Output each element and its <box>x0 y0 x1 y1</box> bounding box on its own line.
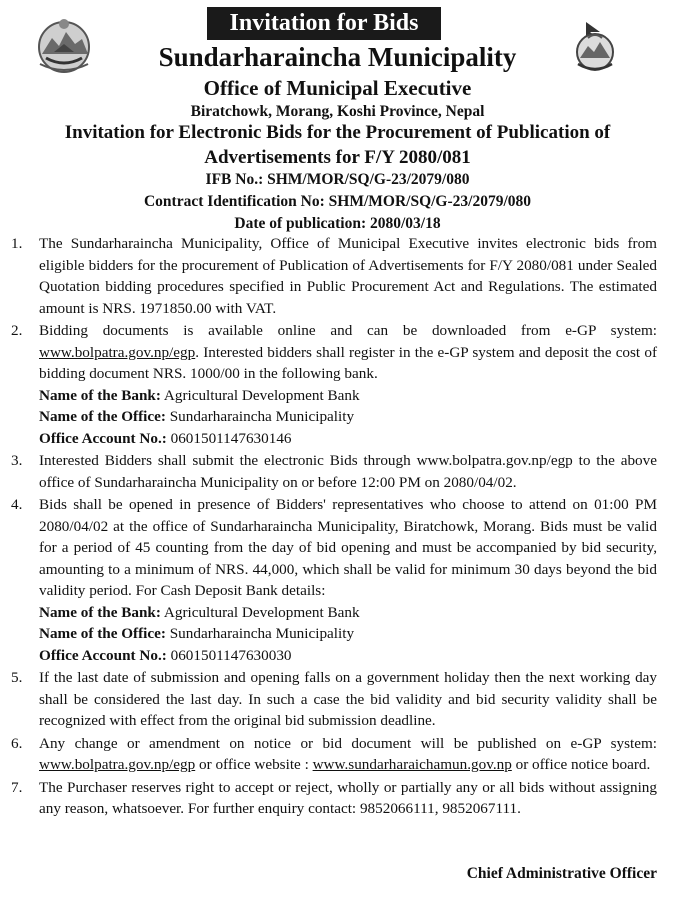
ifb-number: IFB No.: SHM/MOR/SQ/G-23/2079/080 <box>205 171 470 188</box>
notice-banner: Invitation for Bids <box>207 7 441 40</box>
clause-number: 2. <box>11 322 23 339</box>
clause-4 <box>10 494 657 666</box>
egp-link[interactable]: www.bolpatra.gov.np/egp <box>39 756 196 773</box>
clause-text-part: Bidding documents is available online and can be downloaded from e-GP system: <box>39 322 657 339</box>
clause-text <box>39 733 657 776</box>
bank-name-value: Agricultural Development Bank <box>160 603 360 621</box>
clause-6 <box>10 733 657 776</box>
clause-number: 1. <box>11 235 23 252</box>
municipality-name: Sundarharaincha Municipality <box>158 42 517 72</box>
account-number-label: Office Account No.: <box>39 646 167 664</box>
clause-text: The Sundarharaincha Municipality, Office of Municipal Executive invites electronic bids from eligible bidders for the procurement of Publication of Advertisements for F/Y 2080/081 under Sealed Quotation bidding procedures specified in Public Procurement Act and Regulations. The estimated amount is NRS. 1971850.00 with VAT. <box>39 235 657 317</box>
account-number-row <box>39 428 657 450</box>
publication-date: Date of publication: 2080/03/18 <box>234 215 441 232</box>
clause-text <box>39 320 657 385</box>
clause-text-part: . Interested bidders shall register in the e-GP system and deposit the cost of bidding document NRS. 1000/00 in the following bank. <box>39 343 657 382</box>
municipality-website-link[interactable]: www.sundarharaichamun.gov.np <box>312 756 512 773</box>
clause-number: 3. <box>11 452 23 469</box>
bank-name-value: Agricultural Development Bank <box>160 386 360 404</box>
office-name-row <box>39 406 657 428</box>
account-number-value: 0601501147630146 <box>166 429 292 447</box>
clause-text-part: Any change or amendment on notice or bid document will be published on e-GP system: <box>39 734 657 752</box>
bank-name-row <box>39 385 657 407</box>
office-name-row <box>39 623 657 645</box>
clause-3 <box>10 450 657 493</box>
bank-name-label: Name of the Bank: <box>39 386 161 404</box>
office-name: Office of Municipal Executive <box>203 76 472 100</box>
account-number-row <box>39 645 657 667</box>
clause-text-part: or office website : <box>195 756 313 773</box>
clause-2 <box>10 320 657 449</box>
office-name-label: Name of the Office: <box>39 625 166 642</box>
clause-text: Interested Bidders shall submit the electronic Bids through www.bolpatra.gov.np/egp to the above office of Sundarharaincha Municipality on or before 12:00 PM on 2080/04/02. <box>39 452 657 491</box>
clause-text: Bids shall be opened in presence of Bidders' representatives who choose to attend on 01:00 PM 2080/04/02 at the office of Sundarharaincha Municipality, Biratchowk, Morang. Bids must be valid for a period of 45 counting from the day of bid opening and must be accompanied by bid security, amounting to a minimum of NRS. 44,000, which shall be valid for minimum 30 days beyond the bid validity period. For Cash Deposit Bank details: <box>39 496 657 599</box>
clause-number: 5. <box>11 669 23 686</box>
account-number-value: 0601501147630030 <box>166 646 292 664</box>
clause-5 <box>10 667 657 732</box>
clause-1 <box>10 233 657 319</box>
clause-text: If the last date of submission and opening falls on a government holiday then the next working day shall be considered the last day. In such a case the bid validity and bid security validity shall be recognized with effect from the original bid submission deadline. <box>39 669 657 729</box>
clause-number: 6. <box>11 734 23 752</box>
clause-number: 4. <box>11 496 23 513</box>
bid-clauses-list <box>10 233 657 820</box>
office-name-value: Sundarharaincha Municipality <box>165 625 355 642</box>
office-name-label: Name of the Office: <box>39 408 166 425</box>
clause-7 <box>10 777 657 820</box>
bank-name-label: Name of the Bank: <box>39 603 161 621</box>
signatory-title: Chief Administrative Officer <box>466 865 657 882</box>
notice-title-line2: Advertisements for F/Y 2080/081 <box>204 147 471 168</box>
egp-link[interactable]: www.bolpatra.gov.np/egp <box>39 343 196 361</box>
clause-text-part: or office notice board. <box>511 756 651 773</box>
account-number-label: Office Account No.: <box>39 429 167 447</box>
bank-name-row <box>39 602 657 624</box>
contract-id: Contract Identification No: SHM/MOR/SQ/G-23/2079/080 <box>143 193 532 210</box>
office-name-value: Sundarharaincha Municipality <box>165 408 355 425</box>
notice-title-line1: Invitation for Electronic Bids for the Procurement of Publication of <box>64 122 611 143</box>
office-address: Biratchowk, Morang, Koshi Province, Nepal <box>190 103 485 120</box>
clause-text: The Purchaser reserves right to accept or reject, wholly or partially any or all bids without assigning any reason, whatsoever. For further enquiry contact: 9852066111, 9852067111. <box>39 778 657 817</box>
clause-number: 7. <box>11 778 23 796</box>
